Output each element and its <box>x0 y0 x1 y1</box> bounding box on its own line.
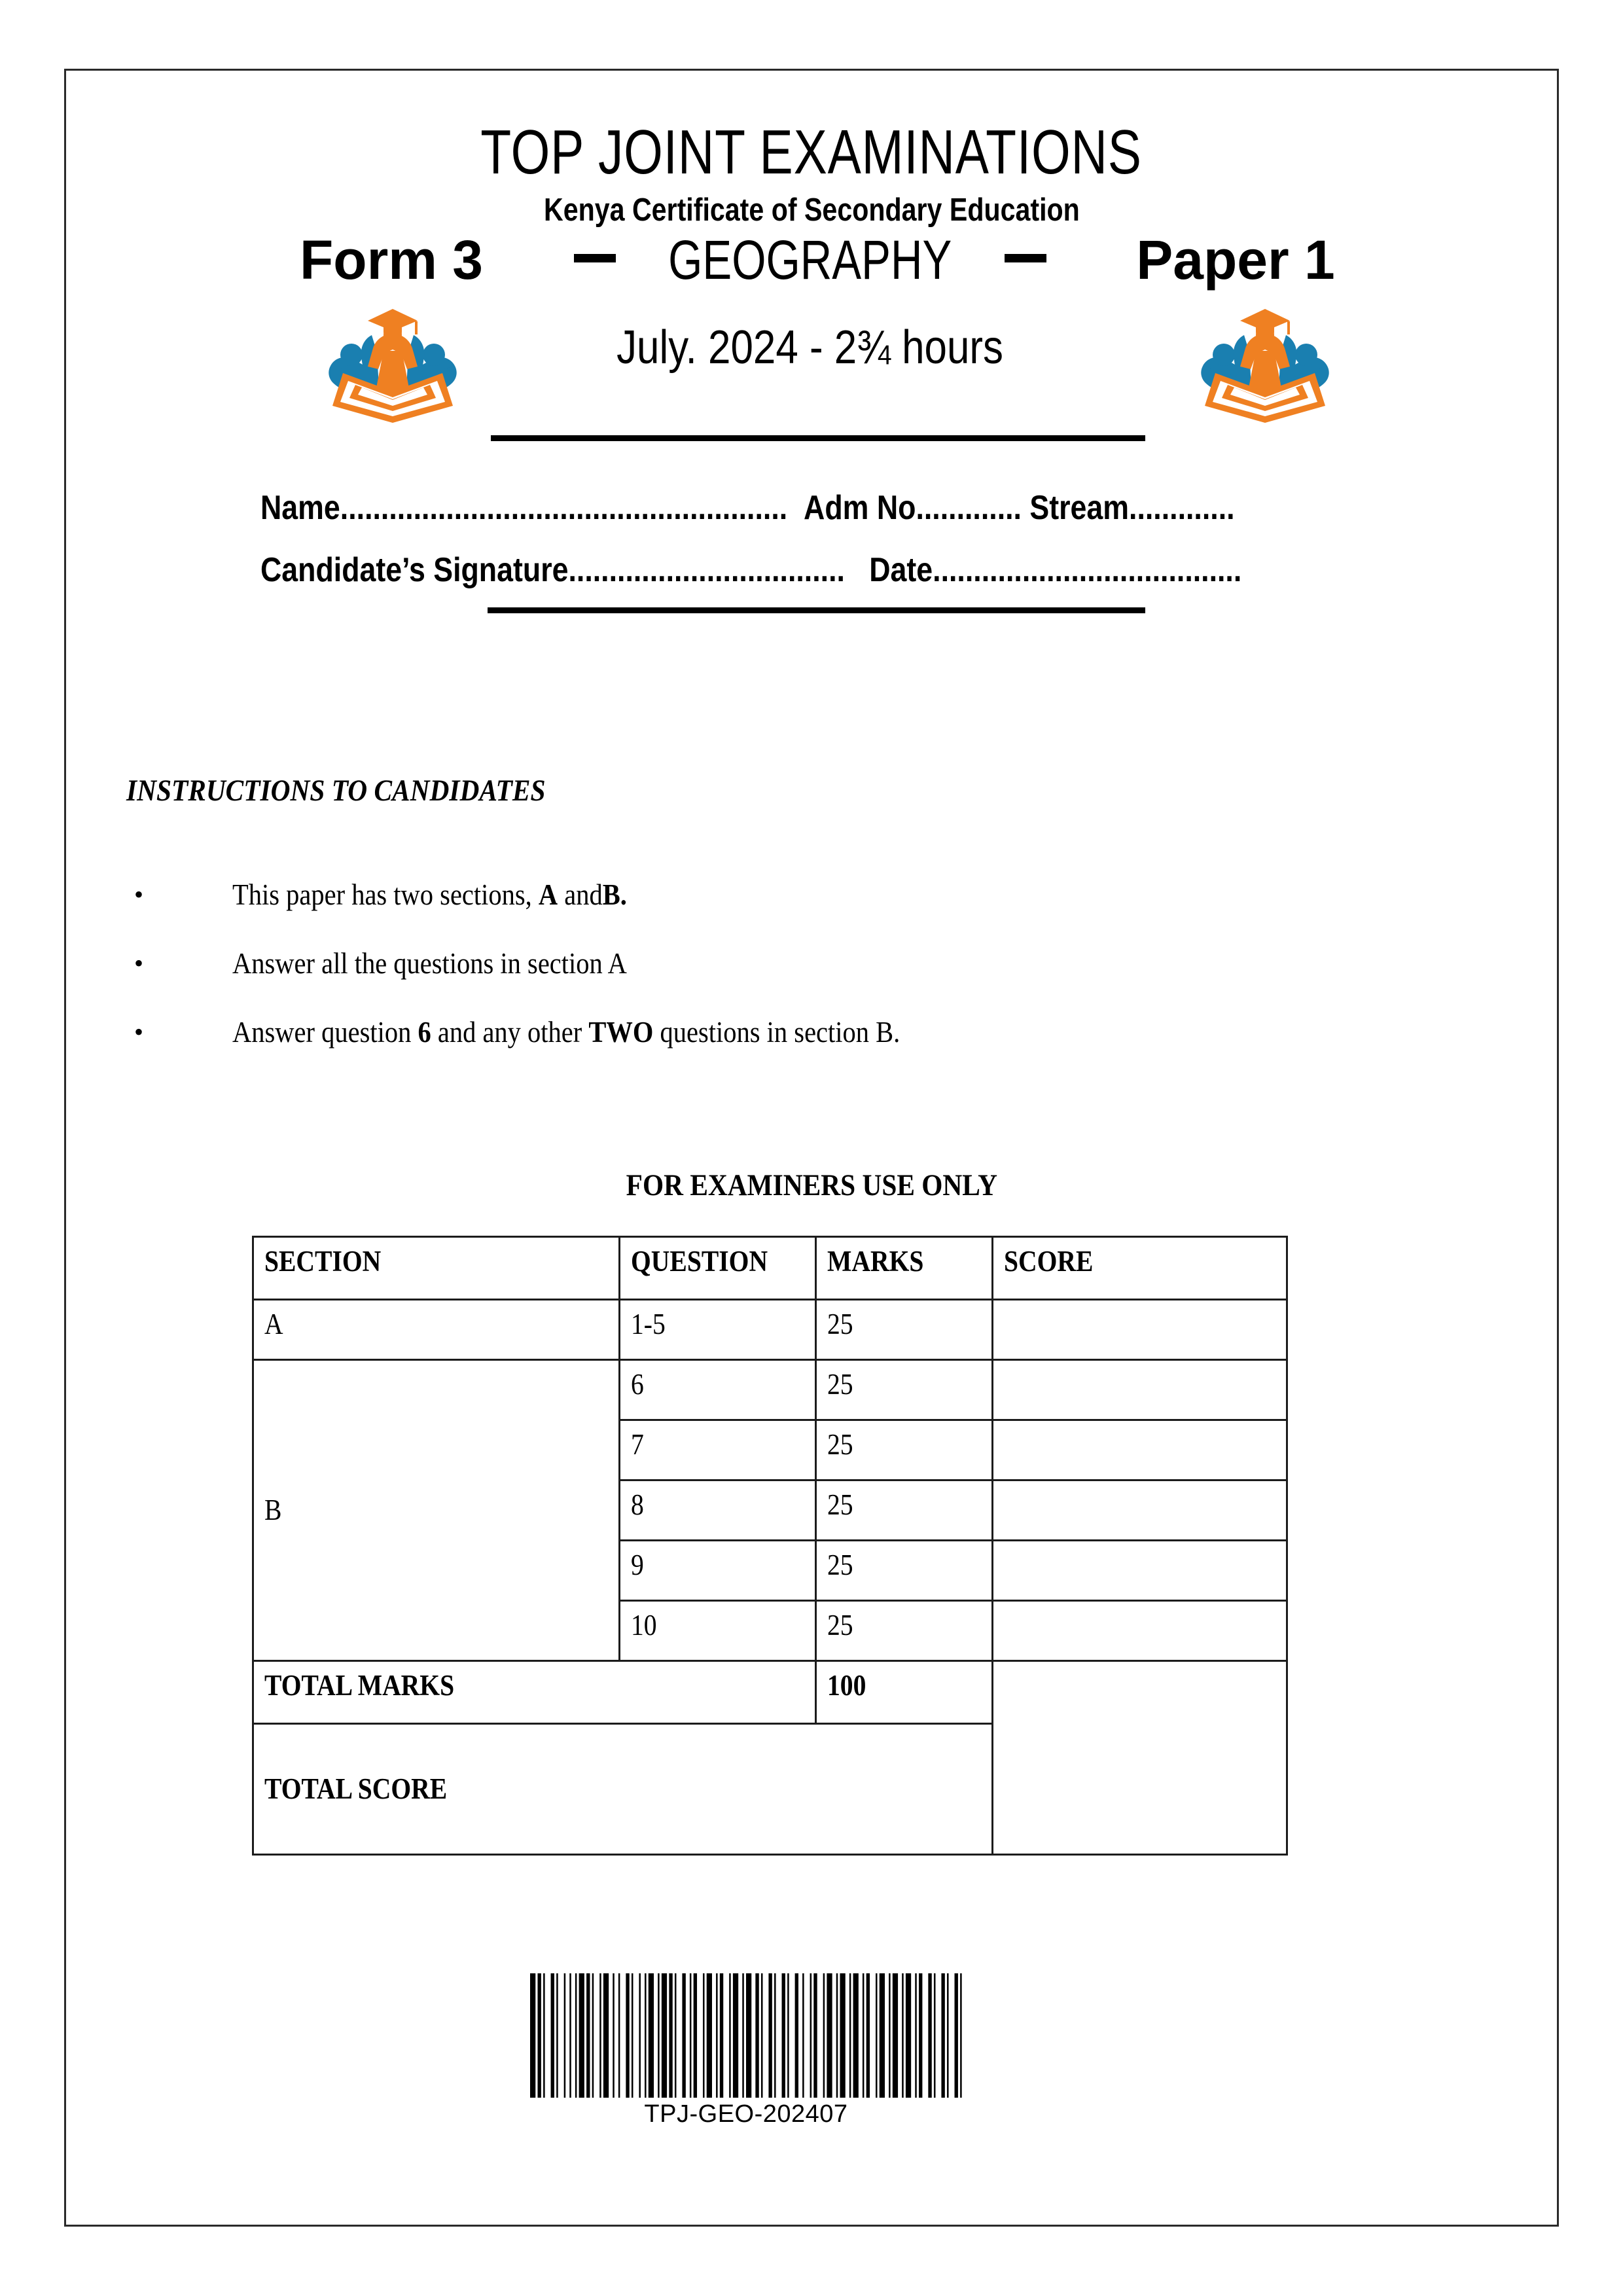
column-header-score: SCORE <box>993 1237 1287 1300</box>
name-input-dots[interactable]: ....................................................... <box>340 489 788 527</box>
exam-header <box>64 69 1559 684</box>
cell-question: 8 <box>620 1480 816 1541</box>
bullet-icon: • <box>134 880 144 909</box>
exam-title: TOP JOINT EXAMINATIONS <box>480 117 1143 187</box>
signature-label: Candidate’s Signature <box>260 551 569 589</box>
instruction-text: This paper has two sections, A andB. <box>232 878 627 911</box>
date-input-dots[interactable]: ...................................... <box>933 551 1242 589</box>
school-logo-right <box>1193 295 1337 425</box>
exam-subtitle: Kenya Certificate of Secondary Education <box>543 192 1080 228</box>
table-row <box>253 1300 1287 1360</box>
date-label: Date <box>869 551 933 589</box>
bullet-icon: • <box>134 1017 144 1047</box>
name-label: Name <box>260 489 340 527</box>
total-marks-label: TOTAL MARKS <box>253 1661 816 1724</box>
cell-score-input[interactable] <box>993 1480 1287 1541</box>
column-header-question: QUESTION <box>620 1237 816 1300</box>
barcode-block <box>530 1973 962 2126</box>
subject-line <box>418 229 1203 291</box>
paper-label: Paper 1 <box>1136 229 1335 291</box>
instruction-text: Answer question 6 and any other TWO questions in section B. <box>232 1016 901 1049</box>
candidate-signature-row <box>260 553 1401 587</box>
cell-score-input[interactable] <box>993 1420 1287 1480</box>
bullet-icon: • <box>134 948 144 978</box>
total-marks-value: 100 <box>816 1661 993 1724</box>
form-label: Form 3 <box>299 229 484 291</box>
cell-marks: 25 <box>816 1601 993 1661</box>
cell-question: 6 <box>620 1360 816 1420</box>
subject-name: GEOGRAPHY <box>668 229 952 291</box>
column-header-section: SECTION <box>253 1237 620 1300</box>
dash-right-icon <box>1005 254 1046 262</box>
cell-question: 1-5 <box>620 1300 816 1360</box>
examiners-use-only-heading: FOR EXAMINERS USE ONLY <box>626 1168 997 1202</box>
cell-marks: 25 <box>816 1300 993 1360</box>
table-header-row <box>253 1237 1287 1300</box>
signature-input-dots[interactable]: .................................. <box>568 551 845 589</box>
stream-input-dots[interactable]: ............. <box>1129 489 1235 527</box>
total-marks-row <box>253 1661 1287 1724</box>
cell-score-input[interactable] <box>993 1300 1287 1360</box>
exam-datetime: July. 2024 - 2¾ hours <box>616 321 1004 374</box>
cell-section: B <box>253 1360 620 1661</box>
total-score-input[interactable] <box>993 1661 1287 1855</box>
examiners-marks-table <box>252 1236 1288 1856</box>
adm-no-input-dots[interactable]: ............ <box>923 489 1022 527</box>
school-logo-left <box>321 295 465 425</box>
candidate-name-row <box>260 491 1393 525</box>
column-header-marks: MARKS <box>816 1237 993 1300</box>
graduation-book-logo-icon <box>321 295 465 425</box>
cell-question: 10 <box>620 1601 816 1661</box>
cell-score-input[interactable] <box>993 1360 1287 1420</box>
barcode-label: TPJ-GEO-202407 <box>644 2100 848 2128</box>
cell-question: 7 <box>620 1420 816 1480</box>
cell-marks: 25 <box>816 1541 993 1601</box>
header-rule-bottom <box>488 607 1145 613</box>
cell-marks: 25 <box>816 1420 993 1480</box>
cell-question: 9 <box>620 1541 816 1601</box>
header-rule-top <box>491 435 1145 441</box>
instructions-heading: INSTRUCTIONS TO CANDIDATES <box>126 774 546 808</box>
cell-marks: 25 <box>816 1480 993 1541</box>
total-score-label: TOTAL SCORE <box>253 1724 993 1855</box>
cell-score-input[interactable] <box>993 1541 1287 1601</box>
adm-no-label: Adm No. <box>804 489 924 527</box>
cell-section: A <box>253 1300 620 1360</box>
barcode-image <box>530 1973 962 2098</box>
stream-label: Stream <box>1029 489 1130 527</box>
instruction-text: Answer all the questions in section A <box>232 947 627 980</box>
dash-left-icon <box>574 254 616 262</box>
cell-marks: 25 <box>816 1360 993 1420</box>
cell-score-input[interactable] <box>993 1601 1287 1661</box>
table-row <box>253 1360 1287 1420</box>
graduation-book-logo-icon <box>1193 295 1337 425</box>
